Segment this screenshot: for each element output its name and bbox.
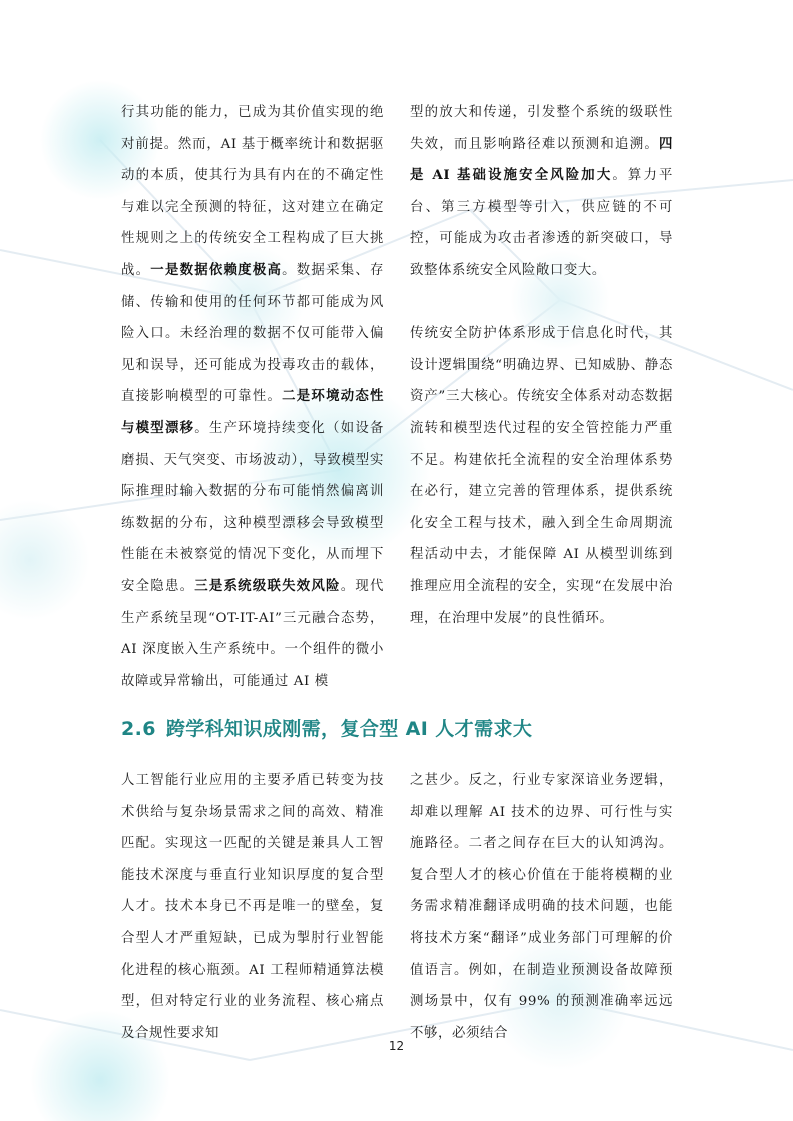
section-title: 跨学科知识成刚需，复合型 AI 人才需求大: [165, 718, 533, 740]
text-run: 型的放大和传递，引发整个系统的级联性失效，而且影响路径难以预测和追溯。: [410, 105, 673, 152]
text-run: 。生产环境持续变化（如设备磨损、天气突变、市场波动），导致模型实际推理时输入数据的分布可能悄然偏离训练数据的分布，这种模型漂移会导致模型性能在未被察觉的情况下变化，从而埋下安全隐患。: [121, 420, 384, 594]
paragraph: 传统安全防护体系形成于信息化时代，其设计逻辑围绕“明确边界、已知威胁、静态资产”三大核心。传统安全体系对动态数据流转和模型迭代过程的安全管控能力严重不足。构建依托全流程的安全治理体系势在必行，建立完善的管理体系，提供系统化安全工程与技术，融入到全生命周期流程活动中去，才能保障 AI 从模型训练到推理应用全流程的安全，实现“在发展中治理，在治理中发展”的良性循环。: [410, 326, 673, 626]
text-run: 行其功能的能力，已成为其价值实现的绝对前提。然而，AI 基于概率统计和数据驱动的本质，使其行为具有内在的不确定性与难以完全预测的特征，这对建立在确定性规则之上的传统安全工程构成了巨大挑战。: [121, 105, 384, 278]
right-column-bottom: [410, 765, 673, 1049]
section-heading: [121, 714, 681, 744]
right-column-top: [410, 97, 673, 634]
text-run: 。算力平台、第三方模型等引入，供应链的不可控，可能成为攻击者渗透的新突破口，导致整体系统安全风险敞口变大。: [410, 168, 673, 278]
bold-point-4: 四是 AI 基础设施安全风险加大: [410, 135, 673, 184]
paragraph: [410, 97, 673, 287]
section-number: 2.6: [121, 718, 156, 740]
bold-point-1: 一是数据依赖度极高: [150, 261, 283, 278]
left-column-top: [121, 97, 384, 697]
text-run: 。现代生产系统呈现“OT-IT-AI”三元融合态势，AI 深度嵌入生产系统中。一个组件的微小故障或异常输出，可能通过 AI 模: [121, 578, 384, 689]
text-run: 。数据采集、存储、传输和使用的任何环节都可能成为风险入口。未经治理的数据不仅可能带入偏见和误导，还可能成为投毒攻击的载体，直接影响模型的可靠性。: [121, 262, 384, 405]
bold-point-2: 二是环境动态性与模型漂移: [121, 388, 384, 436]
paragraph: 之甚少。反之，行业专家深谙业务逻辑，却难以理解 AI 技术的边界、可行性与实施路径。二者之间存在巨大的认知鸿沟。复合型人才的核心价值在于能将模糊的业务需求精准翻译成明确的技术问题，也能将技术方案“翻译”成业务部门可理解的价值语言。例如，在制造业预测设备故障预测场景中，仅有 99% 的预测准确率远远不够，必须结合: [410, 773, 673, 1041]
page-number: 12: [388, 1039, 405, 1053]
paragraph: 人工智能行业应用的主要矛盾已转变为技术供给与复杂场景需求之间的高效、精准匹配。实现这一匹配的关键是兼具人工智能技术深度与垂直行业知识厚度的复合型人才。技术本身已不再是唯一的壁垒，复合型人才严重短缺，已成为掣肘行业智能化进程的核心瓶颈。AI 工程师精通算法模型，但对特定行业的业务流程、核心痛点及合规性要求知: [121, 773, 384, 1041]
left-column-bottom: [121, 765, 384, 1049]
bold-point-3: 三是系统级联失效风险: [194, 577, 341, 594]
paragraph: [121, 97, 384, 697]
